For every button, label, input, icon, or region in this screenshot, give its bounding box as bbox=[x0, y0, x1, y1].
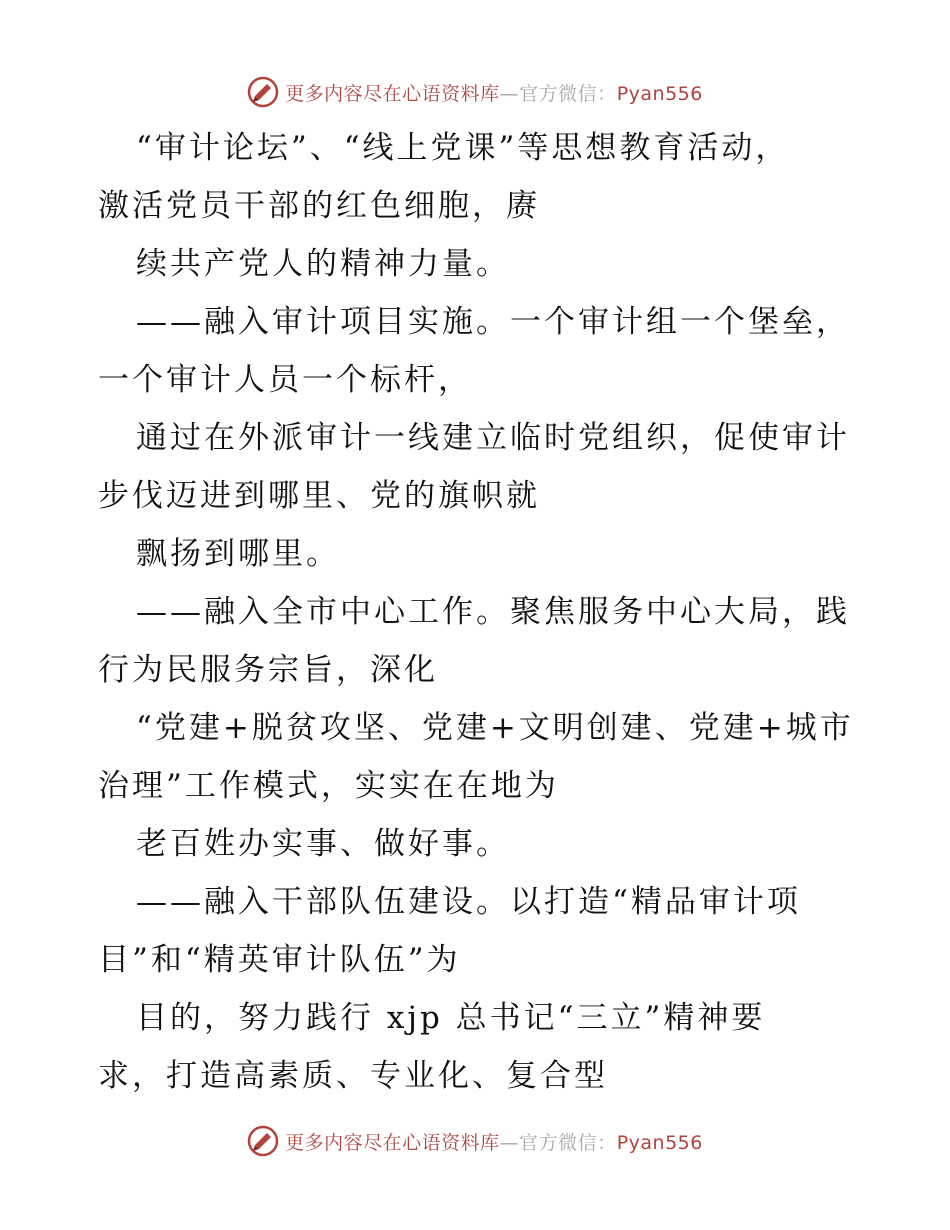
text-line: 一个审计人员一个标杆， bbox=[98, 362, 472, 398]
text-line: 目的，努力践行 xjp 总书记“三立”精神要 bbox=[136, 1000, 766, 1036]
text-line: 求，打造高素质、专业化、复合型 bbox=[98, 1058, 608, 1094]
text-line: 步伐迈进到哪里、党的旗帜就 bbox=[98, 478, 540, 514]
text-line: 治理”工作模式，实实在在地为 bbox=[98, 768, 559, 804]
text-line: ——融入全市中心工作。聚焦服务中心大局，践 bbox=[136, 594, 850, 630]
text-line: 行为民服务宗旨，深化 bbox=[98, 652, 438, 688]
text-line: ——融入干部队伍建设。以打造“精品审计项 bbox=[136, 884, 801, 920]
text-line: 通过在外派审计一线建立临时党组织，促使审计 bbox=[136, 420, 850, 456]
text-line: 飘扬到哪里。 bbox=[136, 536, 340, 572]
text-line: 续共产党人的精神力量。 bbox=[136, 246, 510, 282]
watermark-text: 更多内容尽在心语资料库—官方微信：Pyan556 bbox=[285, 1131, 703, 1154]
text-line: ——融入审计项目实施。一个审计组一个堡垒， bbox=[136, 304, 850, 340]
text-line: 激活党员干部的红色细胞，赓 bbox=[98, 188, 540, 224]
text-line: “审计论坛”、“线上党课”等思想教育活动， bbox=[136, 130, 790, 166]
text-line: 老百姓办实事、做好事。 bbox=[136, 826, 510, 862]
text-line: “党建+脱贫攻坚、党建+文明创建、党建+城市 bbox=[136, 710, 854, 746]
watermark-text: 更多内容尽在心语资料库—官方微信：Pyan556 bbox=[285, 82, 703, 105]
text-line: 目”和“精英审计队伍”为 bbox=[98, 942, 461, 978]
footer-watermark bbox=[0, 1121, 950, 1161]
book-pen-logo-icon bbox=[247, 1125, 279, 1157]
